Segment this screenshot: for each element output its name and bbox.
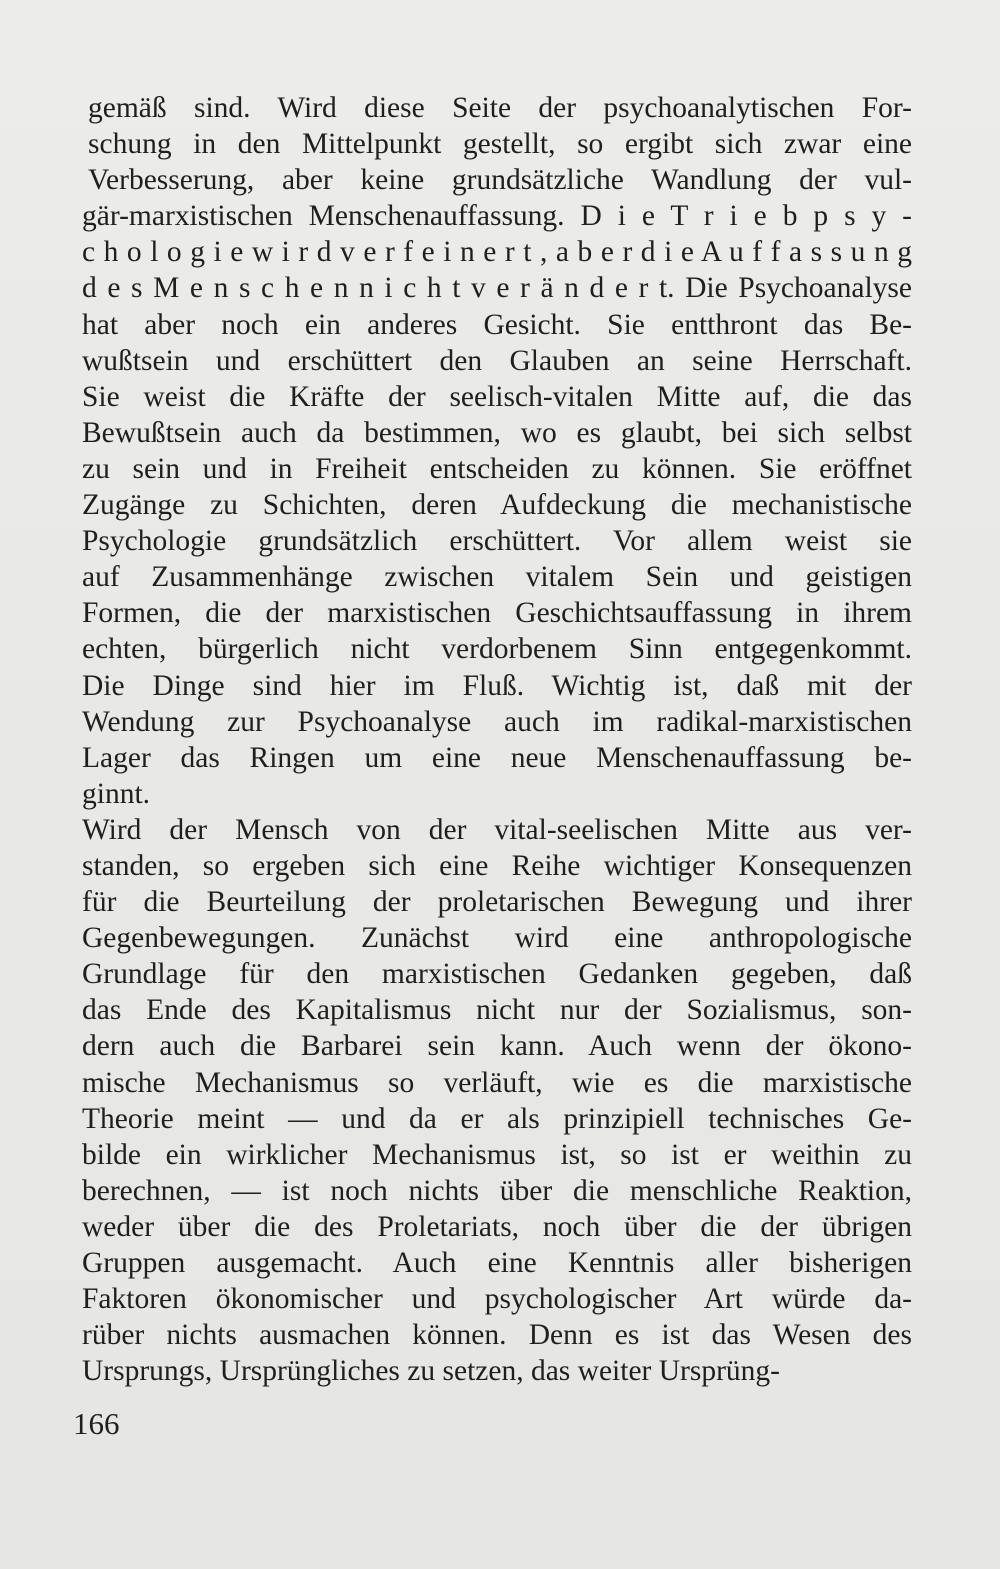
text-line: Faktoren ökonomischer und psychologischer Art würde da- <box>82 1283 912 1316</box>
paragraph-2 <box>82 812 912 1390</box>
text-line: wußtsein und erschüttert den Glauben an seine Herrschaft. <box>82 344 912 377</box>
text-line: das Ende des Kapitalismus nicht nur der Sozialismus, son- <box>82 994 912 1027</box>
text-line: dern auch die Barbarei sein kann. Auch wenn der ökono- <box>82 1030 912 1063</box>
text-line: echten, bürgerlich nicht verdorbenem Sinn entgegenkommt. <box>82 633 912 666</box>
text-line: Verbesserung, aber keine grundsätzliche Wandlung der vul- <box>88 164 912 197</box>
text-line: gär-marxistischen Menschenauffassung. D i e T r i e b p s y - <box>82 200 912 233</box>
text-line: Grundlage für den marxistischen Gedanken gegeben, daß <box>82 958 912 991</box>
text-line: Formen, die der marxistischen Geschichtsauffassung in ihrem <box>82 597 912 630</box>
text-line: auf Zusammenhänge zwischen vitalem Sein und geistigen <box>82 561 912 594</box>
page-number: 166 <box>73 1406 120 1441</box>
text-line: rüber nichts ausmachen können. Denn es ist das Wesen des <box>82 1319 912 1352</box>
text-line: Wird der Mensch von der vital-seelischen Mitte aus ver- <box>82 813 912 846</box>
text-line: Theorie meint — und da er als prinzipiell technisches Ge- <box>82 1102 912 1135</box>
text-line: hat aber noch ein anderes Gesicht. Sie entthront das Be- <box>82 308 912 341</box>
text-line: zu sein und in Freiheit entscheiden zu können. Sie eröffnet <box>82 452 912 485</box>
text-line: Psychologie grundsätzlich erschüttert. Vor allem weist sie <box>82 525 912 558</box>
paragraph-1 <box>82 90 912 812</box>
text-line: standen, so ergeben sich eine Reihe wichtiger Konsequenzen <box>82 849 912 882</box>
text-line: Bewußtsein auch da bestimmen, wo es glaubt, bei sich selbst <box>82 416 912 449</box>
text-line: gemäß sind. Wird diese Seite der psychoanalytischen For- <box>88 92 912 124</box>
text-line: Sie weist die Kräfte der seelisch-vitalen Mitte auf, die das <box>82 380 912 413</box>
text-line: mische Mechanismus so verläuft, wie es die marxistische <box>82 1066 912 1099</box>
text-line: weder über die des Proletariats, noch über die der übrigen <box>82 1210 912 1243</box>
text-line: Wendung zur Psychoanalyse auch im radikal-marxistischen <box>82 705 912 738</box>
text-line: Lager das Ringen um eine neue Menschenauffassung be- <box>82 741 912 774</box>
text-line: d e s M e n s c h e n n i c h t v e r ä n d e r t. Die Psychoanalyse <box>82 272 912 305</box>
text-line: c h o l o g i e w i r d v e r f e i n e r t , a b e r d i e A u f f a s s u n g <box>82 236 912 269</box>
text-line: für die Beurteilung der proletarischen Bewegung und ihrer <box>82 886 912 919</box>
body-text <box>82 90 912 1389</box>
text-line: berechnen, — ist noch nichts über die menschliche Reaktion, <box>82 1174 912 1207</box>
text-line: Ursprungs, Ursprüngliches zu setzen, das weiter Ursprüng- <box>82 1355 780 1388</box>
text-line: ginnt. <box>82 777 151 810</box>
text-line: schung in den Mittelpunkt gestellt, so ergibt sich zwar eine <box>88 128 912 161</box>
text-line: Gruppen ausgemacht. Auch eine Kenntnis aller bisherigen <box>82 1247 912 1279</box>
text-line: Die Dinge sind hier im Fluß. Wichtig ist, daß mit der <box>82 669 912 702</box>
text-line: Gegenbewegungen. Zunächst wird eine anthropologische <box>82 922 912 955</box>
text-line: bilde ein wirklicher Mechanismus ist, so ist er weithin zu <box>82 1138 912 1171</box>
text-line: Zugänge zu Schichten, deren Aufdeckung die mechanistische <box>82 489 912 522</box>
